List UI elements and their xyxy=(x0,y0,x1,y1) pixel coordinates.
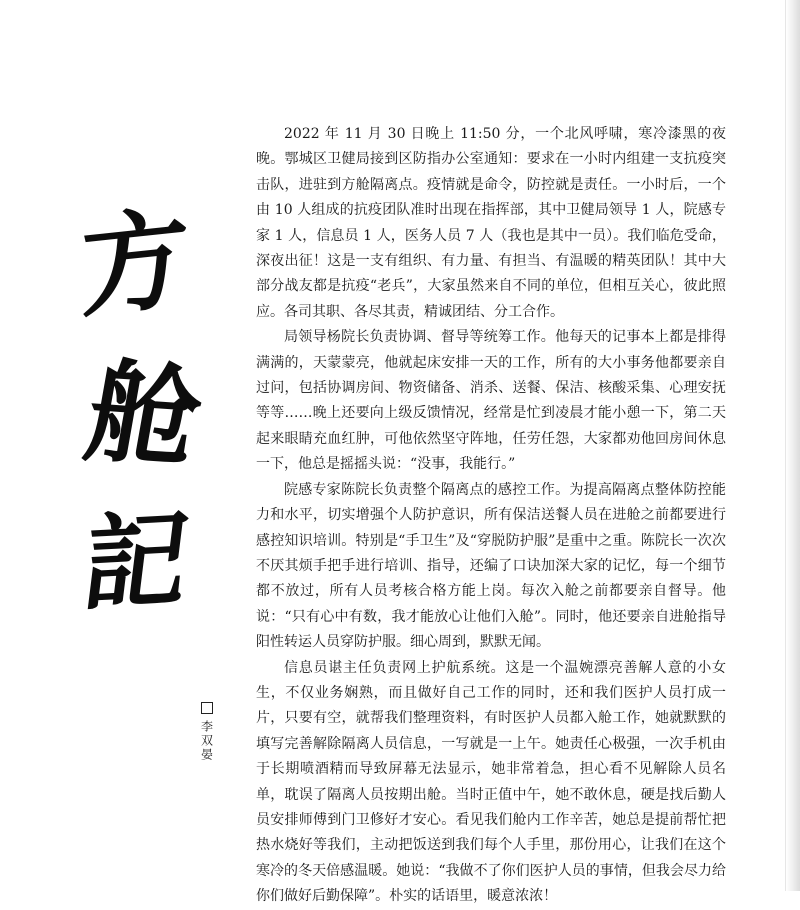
paragraph-4: 信息员谌主任负责网上护航系统。这是一个温婉漂亮善解人意的小女生，不仅业务娴熟，而且做好自己工作的同时，还和我们医护人员打成一片，只要有空，就帮我们整理资料，有时医护人员都入舱工作，她就默默的填写完善解除隔离人员信息，一写就是一上午。她责任心极强，一次手机由于长期喷酒精而导致屏幕无法显示，她非常着急，担心看不见解除人员名单，耽误了隔离人员按期出舱。当时正值中午，她不敢休息，硬是找后勤人员安排师傅到门卫修好才安心。看见我们舱内工作辛苦，她总是提前帮忙把热水烧好等我们，主动把饭送到我们每个人手里，那份用心，让我们在这个寒冷的冬天倍感温暖。她说：“我做不了你们医护人员的事情，但我会尽力给你们做好后勤保障”。朴实的话语里，暖意浓浓！ xyxy=(256,659,726,905)
title-char-2: 舱 xyxy=(76,346,212,485)
author-name: 李双晏 xyxy=(199,720,214,762)
paragraph-1: 2022 年 11 月 30 日晚上 11:50 分，一个北风呼啸，寒冷漆黑的夜晚。鄂城区卫健局接到区防指办公室通知：要求在一小时内组建一支抗疫突击队，进驻到方舱隔离点。疫情就是命令，防控就是责任。一小时后，一个由 10 人组成的抗疫团队准时出现在指挥部，其中卫健局领导 1 人，院感专家 1 人，信息员 1 人，医务人员 7 人（我也是其中一员）。我们临危受命，深夜出征！这是一支有组织、有力量、有担当、有温暖的精英团队！其中大部分战友都是抗疫“老兵”，大家虽然来自不同的单位，但相互关心，彼此照应。各司其职、各尽其责，精诚团结、分工合作。 xyxy=(256,126,726,320)
title-char-3: 記 xyxy=(76,496,196,627)
paragraph-3: 院感专家陈院长负责整个隔离点的感控工作。为提高隔离点整体防控能力和水平，切实增强个人防护意识，所有保洁送餐人员在进舱之前都要进行感控知识培训。特别是“手卫生”及“穿脱防护服”是重中之重。陈院长一次次不厌其烦手把手进行培训、指导，还编了口诀加深大家的记忆，每一个细节都不放过，所有人员考核合格方能上岗。每次入舱之前都要亲自督导。他说：“只有心中有数，我才能放心让他们入舱”。同时，他还要亲自进舱指导阳性转运人员穿防护服。细心周到，默默无闻。 xyxy=(256,481,726,651)
page-edge-shadow xyxy=(786,0,800,891)
author-byline xyxy=(198,702,216,762)
title-char-1: 方 xyxy=(78,194,190,334)
article-body xyxy=(256,122,726,910)
byline-square-icon xyxy=(201,702,213,714)
paragraph-2: 局领导杨院长负责协调、督导等统筹工作。他每天的记事本上都是排得满满的，天蒙蒙亮，他就起床安排一天的工作，所有的大小事务他都要亲自过问，包括协调房间、物资储备、消杀、送餐、保洁、核酸采集、心理安抚等等……晚上还要向上级反馈情况，经常是忙到凌晨才能小憩一下，第二天起来眼睛充血红肿，可他依然坚守阵地，任劳任怨，大家都劝他回房间休息一下，他总是摇摇头说：“没事，我能行。” xyxy=(256,329,726,473)
calligraphy-title xyxy=(70,190,220,640)
